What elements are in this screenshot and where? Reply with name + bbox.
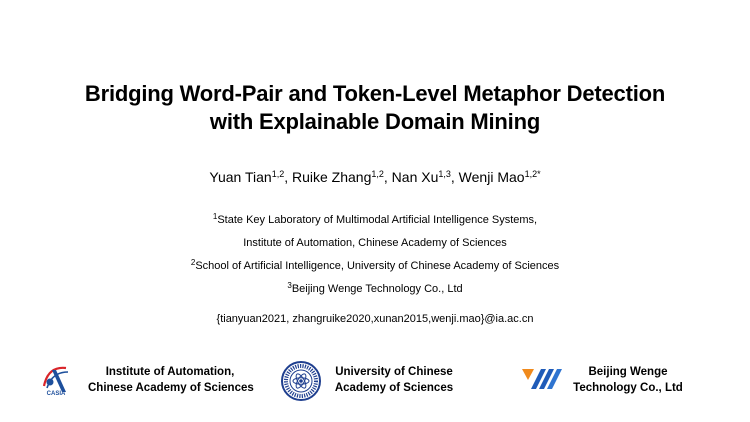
- affiliation-line: $^1$State Key Laboratory of Multimodal Artificial Intelligence Systems,: [212, 212, 538, 226]
- casia-logo-icon: [38, 362, 74, 396]
- casia-logo-text: CASIA: [46, 391, 66, 396]
- affiliation-list: [0, 207, 750, 299]
- ucas-label: University of Chinese Academy of Sciences: [334, 366, 454, 394]
- paper-title: [0, 80, 750, 136]
- author: Ruike Zhang$^{1,2}$,: [291, 169, 392, 185]
- affiliation-line: Institute of Automation, Chinese Academy of Sciences: [243, 237, 507, 249]
- author: Nan Xu$^{1,3}$,: [391, 169, 459, 185]
- author: Yuan Tian$^{1,2}$,: [209, 169, 292, 185]
- title-line-1: Bridging Word-Pair and Token-Level Metaphor Detection: [84, 81, 666, 106]
- contact-email: {tianyuan2021, zhangruike2020,xunan2015,wenji.mao}@ia.ac.cn: [216, 313, 534, 325]
- ucas-emblem-icon: [281, 361, 321, 401]
- author: Wenji Mao$^{1,2*}$: [458, 169, 541, 185]
- affiliation-line: $^3$Beijing Wenge Technology Co., Ltd: [287, 281, 463, 295]
- wenge-logo-icon: [521, 366, 563, 392]
- casia-label: Institute of Automation, Chinese Academy of Sciences: [88, 366, 254, 394]
- title-line-2: with Explainable Domain Mining: [209, 109, 541, 134]
- affiliation-line: $^2$School of Artificial Intelligence, University of Chinese Academy of Sciences: [190, 258, 560, 272]
- author-list: [0, 165, 750, 186]
- wenge-label: Beijing Wenge Technology Co., Ltd: [573, 366, 683, 394]
